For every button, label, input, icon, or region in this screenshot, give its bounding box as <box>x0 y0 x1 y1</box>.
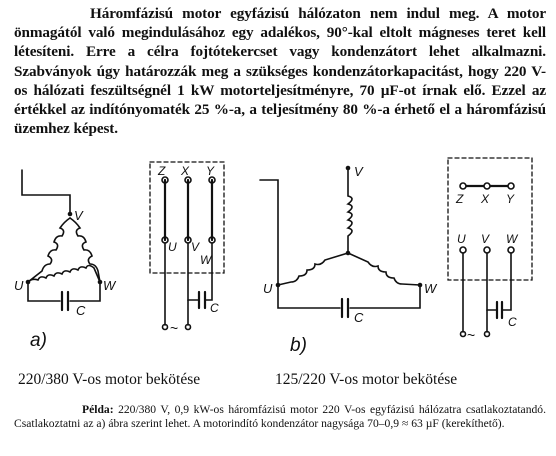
label-b-u: U <box>263 281 273 296</box>
label-box-a-c: C <box>210 301 219 315</box>
intro-paragraph-text: Háromfázisú motor egyfázisú hálózaton nem indul meg. A motor önmagától való megindulásához egy adalékos, 90°-kal eltolt mágneses teret kell létesíteni. Erre a célra fojtótekercset vagy kondenzátort lehet alkalmazni. Szabványok úgy határozzák meg a szükséges kondenzátorkapacitást, hogy 220 V-os hálózati feszültségnél 1 kW motorteljesítményre, 70 µF-ot írnak elő. Ezzel az értékkel az indítónyomaték 25 %-a, a teljesítmény 80 %-a érhető el a háromfázisú üzemhez képest. <box>14 5 546 138</box>
example-text: 220/380 V, 0,9 kW-os háromfázisú motor 220 V-os egyfázisú hálózatra csatlakoztatandó. Csatlakoztatni az a) ábra szerint lehet. A motorindító kondenzátor nagysága 70–0,9 ≈ 63 µF (kerekíthető). <box>14 403 546 431</box>
caption-b: 125/220 V-os motor bekötése <box>275 371 458 388</box>
label-part-b: b) <box>290 335 307 356</box>
wiring-diagrams <box>0 150 556 370</box>
label-box-b-c: C <box>508 315 517 329</box>
label-box-b-u: U <box>457 232 466 246</box>
label-part-a: a) <box>30 330 47 351</box>
label-box-b-w: W <box>506 232 518 246</box>
label-box-b-v: V <box>481 232 490 246</box>
intro-paragraph <box>14 4 546 138</box>
label-a-w: W <box>103 278 116 293</box>
diagram-a-delta-winding <box>22 170 102 310</box>
diagram-b-star-winding <box>260 166 422 317</box>
label-box-b-x: X <box>481 192 490 206</box>
label-box-b-y: Y <box>506 192 515 206</box>
example-label: Példa: <box>82 403 114 416</box>
label-b-c: C <box>354 310 364 325</box>
label-box-a-z: Z <box>158 164 166 178</box>
label-b-v: V <box>354 164 363 179</box>
label-a-u: U <box>14 278 24 293</box>
example-note <box>14 403 546 431</box>
label-a-v: V <box>74 208 83 223</box>
label-box-a-w: W <box>200 253 212 267</box>
label-box-b-z: Z <box>456 192 464 206</box>
terminal-box-b <box>448 158 532 337</box>
label-box-a-y: Y <box>206 164 215 178</box>
caption-a: 220/380 V-os motor bekötése <box>18 371 201 388</box>
label-box-a-mains: ~ <box>170 320 179 336</box>
label-b-w: W <box>424 281 437 296</box>
label-box-a-x: X <box>181 164 190 178</box>
label-box-a-v: V <box>191 240 200 254</box>
label-box-a-u: U <box>168 240 177 254</box>
label-box-b-mains: ~ <box>467 327 476 343</box>
label-a-c: C <box>76 303 86 318</box>
